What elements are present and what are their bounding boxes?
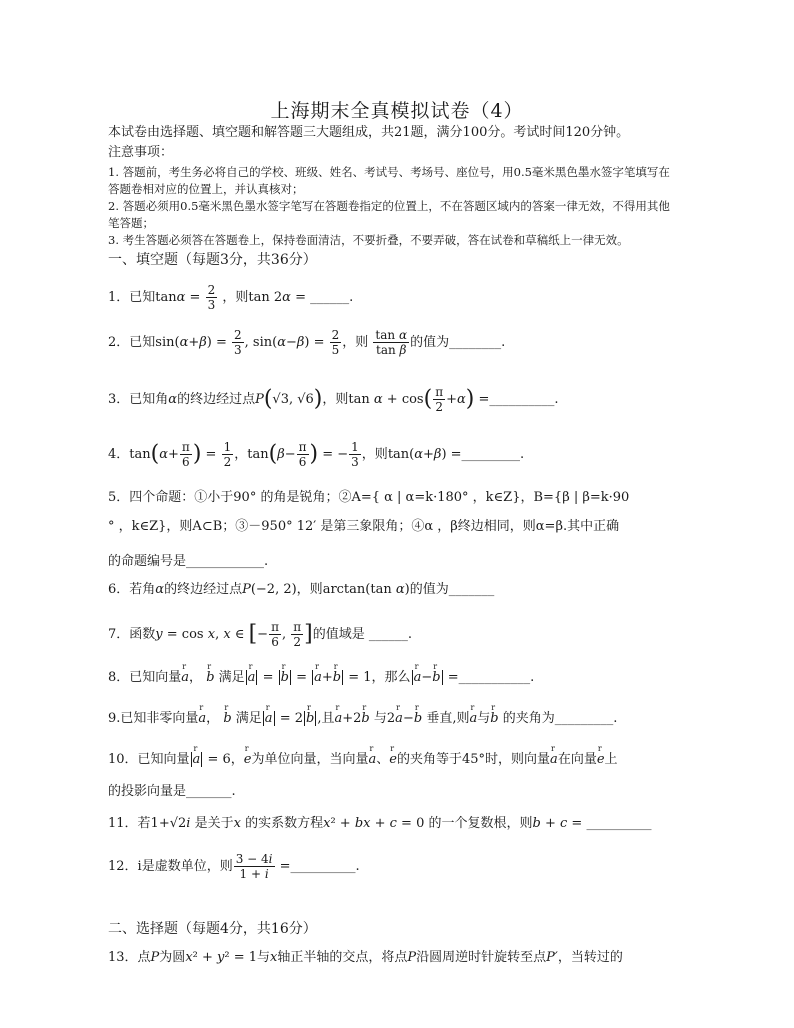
question-5-line-3: 的命题编号是____________.	[108, 554, 269, 569]
question-7: 7．函数y = cos x, x ∈ [− $\frac{\pi}{6}$ , $\frac{\pi}{2}$ ]的值域是 ______.	[108, 620, 412, 649]
question-10-line-2: 的投影向量是_______.	[108, 784, 236, 799]
question-2: 2．已知sin(α+β) = $\frac{2}{3}$ , sin(α−β) = $\frac{2}{5}$ ，则 $\frac{\text{tan α}}{\text{tan β}}$ 的值为________.	[108, 328, 506, 357]
section-multiple-choice-heading: 二、选择题（每题4分，共16分）	[108, 921, 317, 937]
notice-line: 3. 考生答题必须答在答题卷上，保持卷面清洁，不要折叠，不要弄破，答在试卷和草稿纸上一律无效。	[108, 233, 629, 247]
question-8: 8．已知向量r a， r b 满足r a = r b = r a+r b = 1，那么r a−r b =___________.	[108, 666, 534, 685]
question-13: 13．点P为圆x² + y² = 1与x轴正半轴的交点，将点P沿圆周逆时针旋转至点P′，当转过的	[108, 950, 623, 965]
notice-line: 2. 答题必须用0.5毫米黑色墨水签字笔写在答题卷指定的位置上，不在答题区域内的答案一律无效，不得用其他	[108, 199, 670, 213]
exam-intro: 本试卷由选择题、填空题和解答题三大题组成，共21题，满分100分。考试时间120分钟。	[108, 125, 630, 140]
question-6: 6．若角α的终边经过点P(−2, 2)，则arctan(tan α)的值为_______	[108, 582, 495, 597]
section-fill-blank-heading: 一、填空题（每题3分，共36分）	[108, 252, 317, 268]
question-5-line-2: ° ，k∈Z}，则A⊂B；③－950° 12′ 是第三象限角；④α ，β终边相同，则α=β.其中正确	[108, 519, 620, 534]
question-1: 1．已知tanα = $\frac{2}{3}$ ，则tan 2α = ______.	[108, 283, 354, 312]
question-12: 12．i是虚数单位，则 $\frac{3 - 4i}{1 + i}$ =__________.	[108, 852, 360, 881]
notice-heading: 注意事项：	[108, 145, 174, 160]
question-4: 4．tan(α+ $\frac{\pi}{6}$ ) = $\frac{1}{2}$ ，tan(β− $\frac{\pi}{6}$ ) = − $\frac{1}{3}$ ，则tan(α+β) =_________.	[108, 440, 525, 469]
notice-line: 1. 答题前，考生务必将自己的学校、班级、姓名、考试号、考场号、座位号，用0.5毫米黑色墨水签字笔填写在	[108, 165, 670, 179]
notice-line: 笔答题；	[108, 216, 154, 230]
notice-line: 答题卷相对应的位置上，并认真核对；	[108, 182, 304, 196]
question-5-line-1: 5．四个命题：①小于90° 的角是锐角；②A={ α | α=k·180° ，k∈Z}，B={β | β=k·90	[108, 490, 630, 505]
question-10-line-1: 10．已知向量r a = 6，r e为单位向量，当向量r a、r e的夹角等于45°时，则向量r a在向量r e上	[108, 748, 618, 767]
question-9: 9.已知非零向量r a， r b 满足r a = 2r b ,且r a+2r b 与2r a−r b 垂直,则r a与r b 的夹角为_________.	[108, 707, 617, 726]
question-3: 3．已知角α的终边经过点P(√3, √6)，则tan α + cos( $\frac{\pi}{2}$ +α) =__________.	[108, 385, 559, 414]
question-11: 11．若1+√2i 是关于x 的实系数方程x² + bx + c = 0 的一个复数根，则b + c = __________	[108, 816, 652, 831]
exam-title: 上海期末全真模拟试卷（4）	[270, 100, 524, 122]
